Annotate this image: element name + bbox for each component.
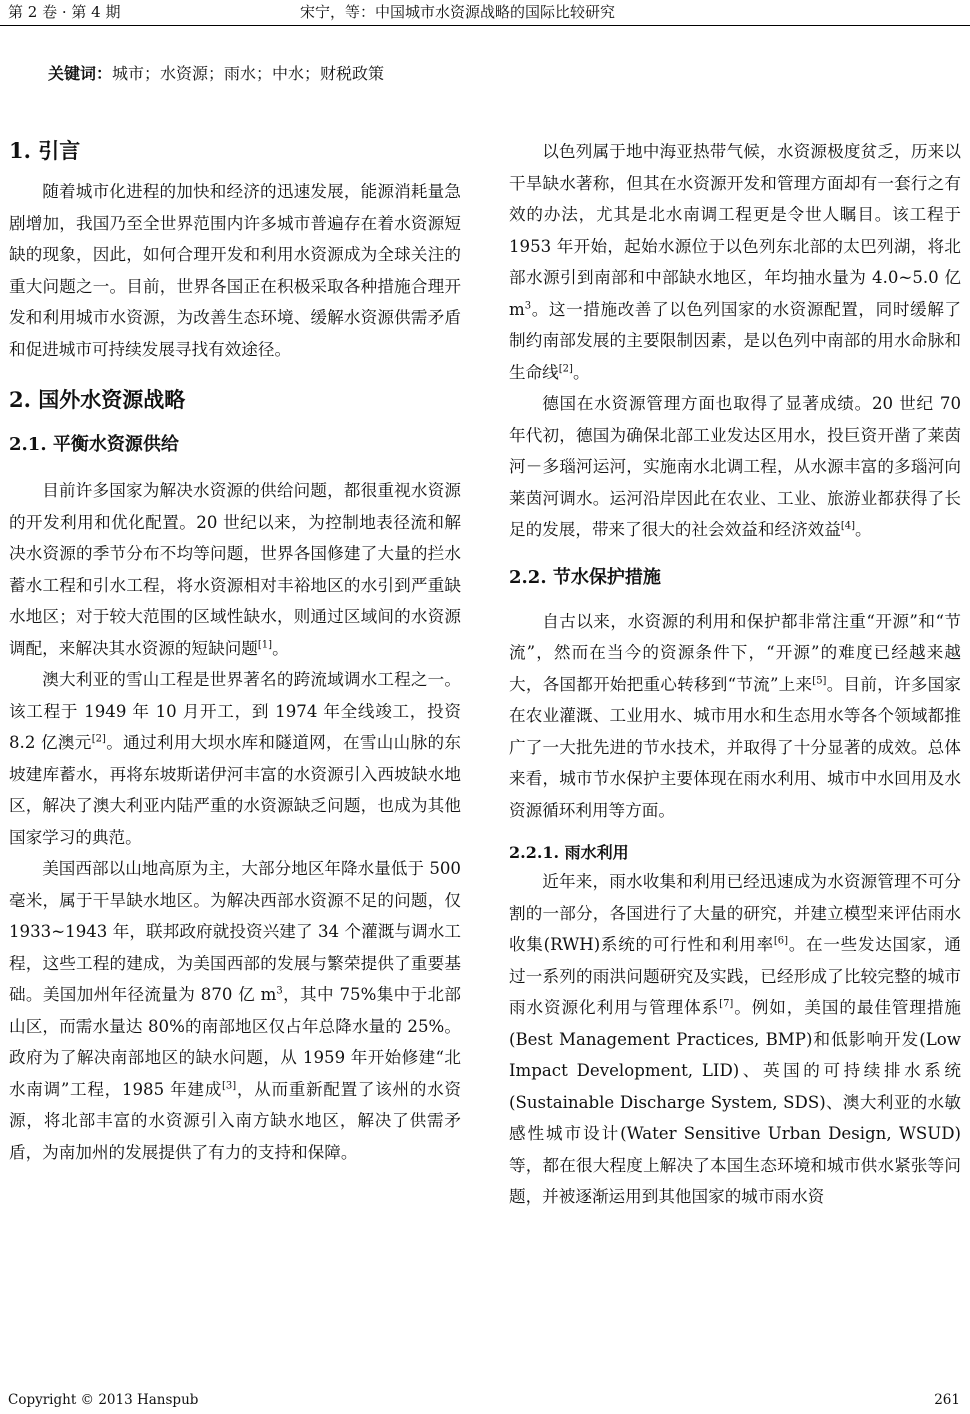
- keywords-label: 关键词：: [48, 64, 113, 83]
- paragraph-text: ，其中 75%集中于北部山区，而需水量达 80%的南部地区仅占年总降水量的 25%。政府为了解决南部地区的缺水问题，从 1959 年开始修建“北水南调”工程，1985 年建成: [9, 985, 461, 1099]
- left-column: [9, 136, 461, 1168]
- paragraph: [9, 664, 461, 853]
- citation[interactable]: [3]: [222, 1079, 237, 1091]
- section-2-2-title: 2.2. 节水保护措施: [509, 566, 661, 588]
- journal-issue: 第 2 卷 · 第 4 期: [8, 3, 121, 21]
- section-2-2-1-title: 2.2.1. 雨水利用: [509, 843, 629, 862]
- citation[interactable]: [2]: [91, 733, 106, 745]
- citation[interactable]: [2]: [558, 362, 573, 374]
- paragraph: [9, 853, 461, 1168]
- paragraph-text: 。例如，美国的最佳管理措施(Best Management Practices, BMP)和低影响开发(Low Impact Development, LID)、英国的可持续排水系统(Sustainable Discharge System, SDS)、澳大利亚的水敏感性城市设计(Water Sensitive Urban Design, WSUD)等，都在很大程度上解决了本国生态环境和城市供水紧张等问题，并被逐渐运用到其他国家的城市雨水资: [509, 998, 962, 1206]
- page-number: 261: [934, 1392, 960, 1408]
- paragraph-text: 目前许多国家为解决水资源的供给问题，都很重视水资源的开发利用和优化配置。20 世纪以来，为控制地表径流和解决水资源的季节分布不均等问题，世界各国修建了大量的拦水蓄水工程和引水工程，将水资源相对丰裕地区的水引到严重缺水地区；对于较大范围的区域性缺水，则通过区域间的水资源调配，来解决其水资源的短缺问题: [9, 481, 461, 658]
- paragraph: [509, 866, 961, 1213]
- paragraph-text: 。目前，许多国家在农业灌溉、工业用水、城市用水和生态用水等各个领域都推广了一大批先进的节水技术，并取得了十分显著的成效。总体来看，城市节水保护主要体现在雨水利用、城市中水回用及水资源循环利用等方面。: [509, 674, 962, 820]
- paragraph-text: 。: [572, 362, 590, 382]
- keywords-text: 城市；水资源；雨水；中水；财税政策: [112, 64, 385, 83]
- page-footer: [0, 1390, 970, 1412]
- section-1-title: 1. 引言: [9, 138, 81, 163]
- citation[interactable]: [1]: [257, 638, 273, 650]
- paragraph-text: 。: [272, 638, 289, 658]
- citation[interactable]: [4]: [840, 520, 856, 532]
- paragraph-text: 德国在水资源管理方面也取得了显著成绩。20 世纪 70 年代初，德国为确保北部工业发达区用水，投巨资开凿了莱茵河－多瑙河运河，实施南水北调工程，从水源丰富的多瑙河向莱茵河调水。运河沿岸因此在农业、工业、旅游业都获得了长足的发展，带来了很大的社会效益和经济效益: [509, 394, 961, 539]
- paragraph-text: 自古以来，水资源的利用和保护都非常注重“开源”和“节流”，然而在当今的资源条件下，“开源”的难度已经越来越大，各国都开始把重心转移到“节流”上来: [509, 611, 961, 694]
- superscript: 3: [276, 985, 283, 997]
- superscript: 3: [524, 299, 532, 311]
- keywords: [48, 61, 384, 87]
- header-rule: [0, 25, 970, 26]
- paragraph: [9, 475, 461, 664]
- paragraph: [509, 606, 961, 827]
- paragraph-text: 以色列属于地中海亚热带气候，水资源极度贫乏，历来以干旱缺水著称，但其在水资源开发和管理方面却有一套行之有效的办法，尤其是北水南调工程更是令世人瞩目。该工程于 1953 年开始，起始水源位于以色列东北部的太巴列湖，将北部水源引到南部和中部缺水地区，年均抽水量为 4.0~5.0 亿 m: [509, 142, 961, 319]
- paragraph-text: 。通过利用大坝水库和隧道网，在雪山山脉的东坡建库蓄水，再将东坡斯诺伊河丰富的水资源引入西坡缺水地区，解决了澳大利亚内陆严重的水资源缺乏问题，也成为其他国家学习的典范。: [9, 733, 461, 847]
- paragraph-text: 。这一措施改善了以色列国家的水资源配置，同时缓解了制约南部发展的主要限制因素，是以色列中南部的用水命脉和生命线: [509, 299, 961, 382]
- paragraph-text: 。在一些发达国家，通过一系列的雨洪问题研究及实践，已经形成了比较完整的城市雨水资源化利用与管理体系: [509, 935, 961, 1017]
- right-column: [509, 136, 961, 1213]
- paragraph-text: 美国西部以山地高原为主，大部分地区年降水量低于 500 毫米，属于干旱缺水地区。为解决西部水资源不足的问题，仅 1933~1943 年，联邦政府就投资兴建了 34 个灌溉与调水工程，这些工程的建成，为美国西部的发展与繁荣提供了重要基础。美国加州年径流量为 870 亿 m: [9, 859, 461, 1004]
- copyright: Copyright © 2013 Hanspub: [8, 1392, 199, 1408]
- citation[interactable]: [7]: [719, 998, 734, 1010]
- page-header: [0, 0, 970, 26]
- section-2-1-title: 2.1. 平衡水资源供给: [9, 434, 179, 455]
- paragraph-text: ，从而重新配置了该州的水资源，将北部丰富的水资源引入南方缺水地区，解决了供需矛盾，为南加州的发展提供了有力的支持和保障。: [9, 1079, 461, 1162]
- paragraph-text: 。: [855, 520, 872, 539]
- paragraph-text: 澳大利亚的雪山工程是世界著名的跨流域调水工程之一。该工程于 1949 年 10 月开工，到 1974 年全线竣工，投资 8.2 亿澳元: [9, 670, 461, 752]
- section-2-title: 2. 国外水资源战略: [9, 387, 186, 412]
- citation[interactable]: [5]: [812, 674, 827, 686]
- running-title: 宋宁，等：中国城市水资源战略的国际比较研究: [300, 3, 616, 21]
- paragraph-text: 随着城市化进程的加快和经济的迅速发展，能源消耗量急剧增加，我国乃至全世界范围内许多城市普遍存在着水资源短缺的现象，因此，如何合理开发和利用水资源成为全球关注的重大问题之一。目前，世界各国正在积极采取各种措施合理开发和利用城市水资源，为改善生态环境、缓解水资源供需矛盾和促进城市可持续发展寻找有效途径。: [9, 182, 461, 359]
- citation[interactable]: [6]: [773, 935, 789, 947]
- paragraph: [509, 136, 961, 388]
- paragraph: [9, 176, 461, 365]
- paragraph-text: 近年来，雨水收集和利用已经迅速成为水资源管理不可分割的一部分，各国进行了大量的研究，并建立模型来评估雨水收集(RWH)系统的可行性和利用率: [509, 872, 961, 954]
- paragraph: [509, 388, 961, 546]
